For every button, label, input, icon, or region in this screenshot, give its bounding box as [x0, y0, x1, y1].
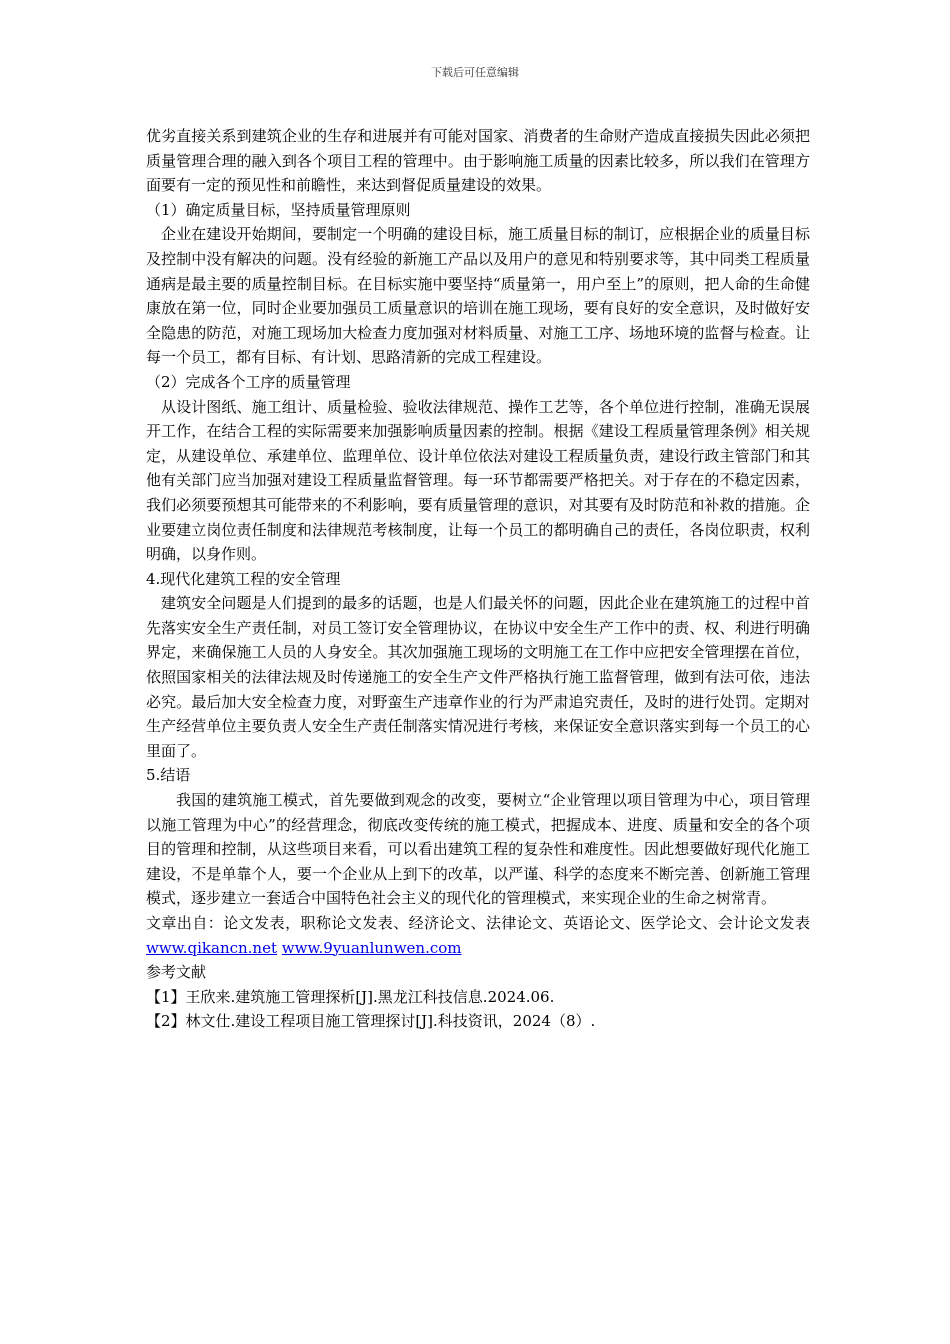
paragraph-conclusion: 我国的建筑施工模式，首先要做到观念的改变，要树立“企业管理以项目管理为中心，项目管理以施工管理为中心”的经营理念，彻底改变传统的施工模式，把握成本、进度、质量和安全的各个项目的管理和控制，从这些项目来看，可以看出建筑工程的复杂性和难度性。因此想要做好现代化施工建设，不是单靠个人，要一个企业从上到下的改革，以严谨、科学的态度来不断完善、创新施工管理模式，逐步建立一套适合中国特色社会主义的现代化的管理模式，来实现企业的生命之树常青。 — [146, 791, 810, 908]
reference-item-2: 【2】林文仕.建设工程项目施工管理探讨[J].科技资讯，2024（8）. — [146, 1012, 596, 1031]
paragraph-process-quality: 从设计图纸、施工组计、质量检验、验收法律规范、操作工艺等，各个单位进行控制，准确无误展开工作，在结合工程的实际需要来加强影响质量因素的控制。根据《建设工程质量管理条例》相关规定，从建设单位、承建单位、监理单位、设计单位依法对建设工程质量负责，建设行政主管部门和其他有关部门应当加强对建设工程质量监督管理。每一环节都需要严格把关。对于存在的不稳定因素，我们必须要预想其可能带来的不利影响，要有质量管理的意识，对其要有及时防范和补救的措施。企业要建立岗位责任制度和法律规范考核制度，让每一个员工的都明确自己的责任，各岗位职责，权利明确，以身作则。 — [146, 397, 810, 564]
source-prefix: 文章出自：论文发表，职称论文发表、经济论文、法律论文、英语论文、医学论文、会计论文发表 — [146, 914, 810, 932]
reference-item-1: 【1】王欣来.建筑施工管理探析[J].黑龙江科技信息.2024.06. — [146, 987, 555, 1006]
heading-quality-goals: （1）确定质量目标，坚持质量管理原则 — [146, 200, 411, 219]
source-line — [146, 911, 810, 960]
paragraph-safety-management: 建筑安全问题是人们提到的最多的话题，也是人们最关怀的问题，因此企业在建筑施工的过程中首先落实安全生产责任制，对员工签订安全管理协议，在协议中安全生产工作中的责、权、利进行明确界定，来确保施工人员的人身安全。其次加强施工现场的文明施工在工作中应把安全管理摆在首位，依照国家相关的法律法规及时传递施工的安全生产文件严格执行施工监督管理，做到有法可依，违法必究。最后加大安全检查力度，对野蛮生产违章作业的行为严肃追究责任，及时的进行处罚。定期对生产经营单位主要负责人安全生产责任制落实情况进行考核，来保证安全意识落实到每一个员工的心里面了。 — [146, 594, 810, 760]
references-title: 参考文献 — [146, 963, 207, 982]
document-body — [146, 124, 810, 1034]
heading-process-quality: （2）完成各个工序的质量管理 — [146, 372, 351, 391]
paragraph-intro: 优劣直接关系到建筑企业的生存和进展并有可能对国家、消费者的生命财产造成直接损失因此必须把质量管理合理的融入到各个项目工程的管理中。由于影响施工质量的因素比较多，所以我们在管理方面要有一定的预见性和前瞻性，来达到督促质量建设的效果。 — [146, 127, 810, 195]
link-9yuanlunwen[interactable]: www.9yuanlunwen.com — [281, 938, 462, 957]
heading-conclusion: 5.结语 — [146, 766, 191, 785]
link-qikancn[interactable]: www.qikancn.net — [146, 938, 277, 957]
heading-safety-management: 4.现代化建筑工程的安全管理 — [146, 569, 341, 588]
header-note: 下载后可任意编辑 — [431, 66, 519, 79]
paragraph-quality-goals: 企业在建设开始期间，要制定一个明确的建设目标，施工质量目标的制订，应根据企业的质量目标及控制中没有解决的问题。没有经验的新施工产品以及用户的意见和特别要求等，其中同类工程质量通病是最主要的质量控制目标。在目标实施中要坚持“质量第一，用户至上”的原则，把人命的生命健康放在第一位，同时企业要加强员工质量意识的培训在施工现场，要有良好的安全意识，及时做好安全隐患的防范，对施工现场加大检查力度加强对材料质量、对施工工序、场地环境的监督与检查。让每一个员工，都有目标、有计划、思路清新的完成工程建设。 — [146, 225, 810, 367]
